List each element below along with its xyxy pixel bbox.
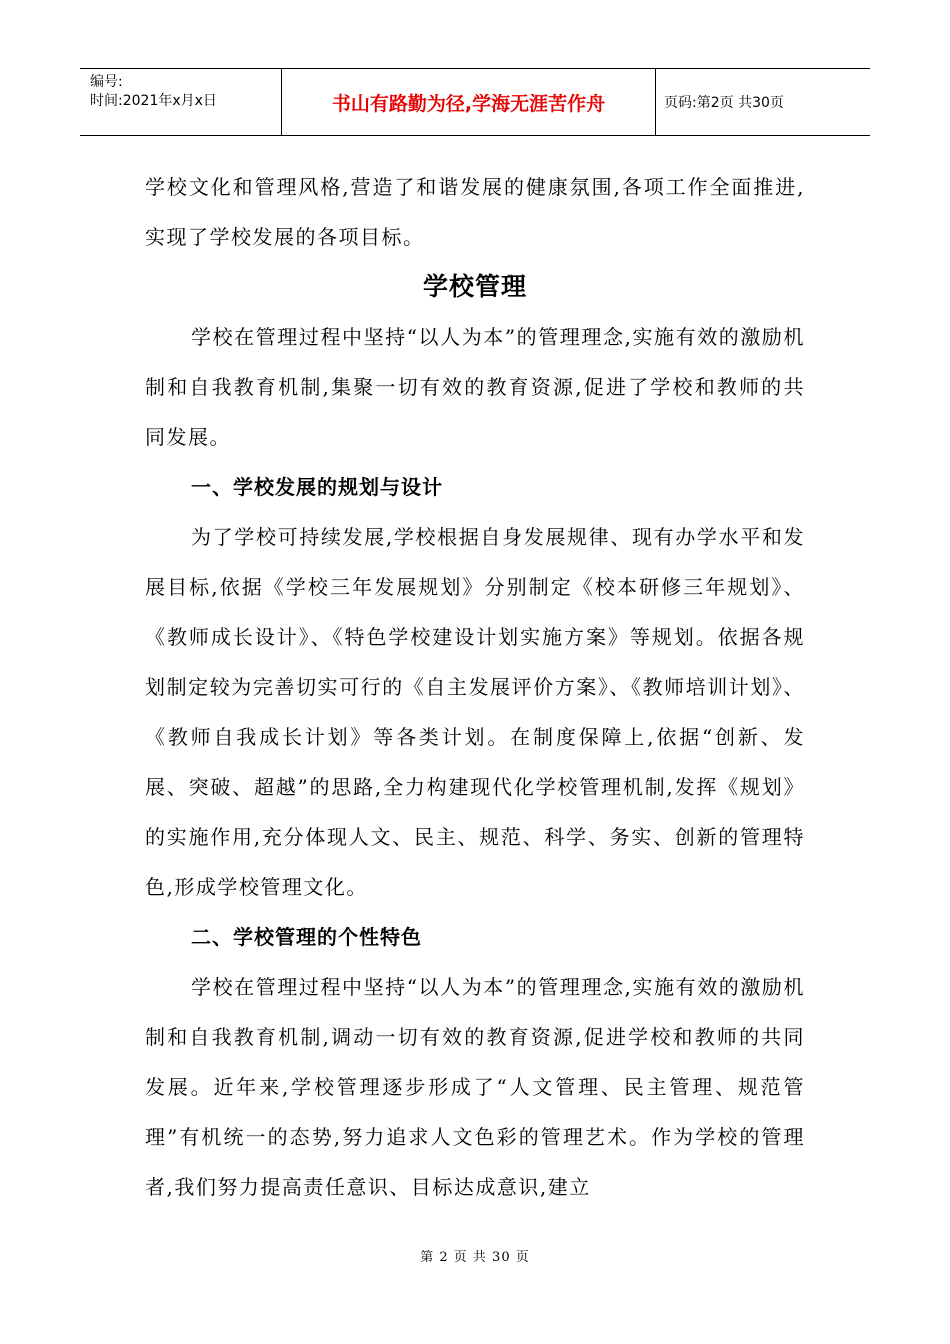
document-body — [145, 162, 805, 1212]
paragraph-2: 为了学校可持续发展,学校根据自身发展规律、现有办学水平和发展目标,依据《学校三年发展规划》分别制定《校本研修三年规划》、《教师成长设计》、《特色学校建设计划实施方案》等规划。依据各规划制定较为完善切实可行的《自主发展评价方案》、《教师培训计划》、《教师自我成长计划》等各类计划。在制度保障上,依据“创新、发展、突破、超越”的思路,全力构建现代化学校管理机制,发挥《规划》的实施作用,充分体现人文、民主、规范、科学、务实、创新的管理特色,形成学校管理文化。 — [145, 525, 805, 899]
header-page-info: 页码:第2页 共30页 — [664, 95, 784, 111]
header-motto: 书山有路勤为径,学海无涯苦作舟 — [282, 69, 656, 135]
number-label: 编号: — [90, 74, 123, 90]
paragraph-1: 学校在管理过程中坚持“以人为本”的管理理念,实施有效的激励机制和自我教育机制,集聚一切有效的教育资源,促进了学校和教师的共同发展。 — [145, 325, 805, 449]
time-label: 时间:2021年x月x日 — [90, 93, 217, 109]
section-title: 学校管理 — [422, 272, 527, 301]
header-meta — [80, 69, 282, 135]
paragraph-3: 学校在管理过程中坚持“以人为本”的管理理念,实施有效的激励机制和自我教育机制,调动一切有效的教育资源,促进学校和教师的共同发展。近年来,学校管理逐步形成了“人文管理、民主管理、规范管理”有机统一的态势,努力追求人文色彩的管理艺术。作为学校的管理者,我们努力提高责任意识、目标达成意识,建立 — [145, 975, 805, 1199]
page-footer: 第 2 页 共 30 页 — [420, 1250, 530, 1265]
section-heading-1: 一、学校发展的规划与设计 — [191, 475, 443, 499]
page-header — [80, 68, 870, 136]
section-heading-2: 二、学校管理的个性特色 — [191, 925, 422, 949]
intro-paragraph: 学校文化和管理风格,营造了和谐发展的健康氛围,各项工作全面推进,实现了学校发展的各项目标。 — [145, 175, 805, 249]
